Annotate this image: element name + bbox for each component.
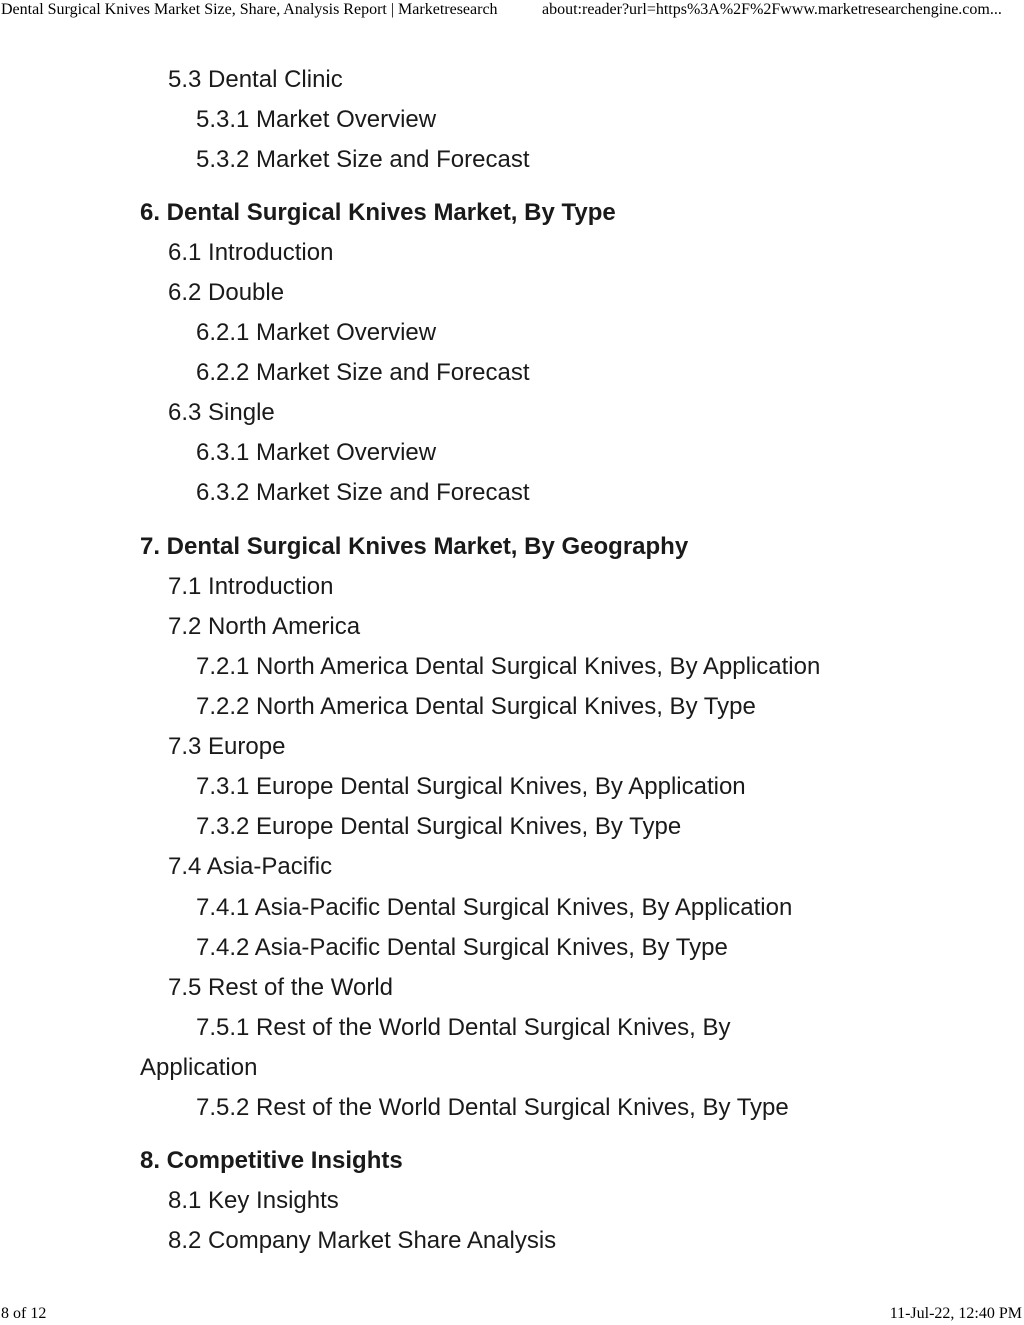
page-url: about:reader?url=https%3A%2F%2Fwww.marketresearchengine.com... (542, 1, 1002, 18)
toc-section-heading: 7. Dental Surgical Knives Market, By Geography (140, 533, 689, 560)
toc-item: 7.3.1 Europe Dental Surgical Knives, By Application (196, 773, 746, 800)
toc-item: 6.2.1 Market Overview (196, 319, 437, 346)
toc-item: 7.5.1 Rest of the World Dental Surgical Knives, By (196, 1014, 731, 1041)
toc-item: 7.2.2 North America Dental Surgical Knives, By Type (196, 693, 756, 720)
print-header (0, 1, 1024, 23)
toc-item: 7.3.2 Europe Dental Surgical Knives, By Type (196, 813, 682, 840)
toc-item: 6.2 Double (168, 279, 285, 306)
toc-item: 7.4.2 Asia-Pacific Dental Surgical Knives, By Type (196, 934, 728, 961)
toc-section-heading: 8. Competitive Insights (140, 1147, 403, 1174)
toc-item: 7.3 Europe (168, 733, 286, 760)
toc-item-continuation: Application (140, 1054, 258, 1081)
toc-item: 6.3.2 Market Size and Forecast (196, 479, 530, 506)
toc-item: 7.2.1 North America Dental Surgical Knives, By Application (196, 653, 821, 680)
toc-item: 7.1 Introduction (168, 573, 334, 600)
toc-item: 6.3.1 Market Overview (196, 439, 437, 466)
toc-item: 5.3.1 Market Overview (196, 106, 437, 133)
page-title: Dental Surgical Knives Market Size, Share, Analysis Report | Marketresearch (1, 1, 498, 18)
print-footer (0, 1305, 1024, 1325)
toc-item: 8.2 Company Market Share Analysis (168, 1227, 557, 1254)
toc-item: 7.5.2 Rest of the World Dental Surgical Knives, By Type (196, 1094, 789, 1121)
toc-item: 6.3 Single (168, 399, 275, 426)
toc-item: 7.2 North America (168, 613, 361, 640)
toc-item: 6.1 Introduction (168, 239, 334, 266)
toc-item: 8.1 Key Insights (168, 1187, 339, 1214)
toc-item: 7.4 Asia-Pacific (168, 853, 333, 880)
toc-section-heading: 6. Dental Surgical Knives Market, By Type (140, 199, 616, 226)
toc-item: 7.4.1 Asia-Pacific Dental Surgical Knives, By Application (196, 894, 793, 921)
toc-item: 7.5 Rest of the World (168, 974, 393, 1001)
toc-item: 6.2.2 Market Size and Forecast (196, 359, 530, 386)
print-datetime: 11-Jul-22, 12:40 PM (889, 1305, 1022, 1322)
toc-item: 5.3.2 Market Size and Forecast (196, 146, 530, 173)
toc-item: 5.3 Dental Clinic (168, 66, 343, 93)
page-number: 8 of 12 (1, 1305, 47, 1322)
